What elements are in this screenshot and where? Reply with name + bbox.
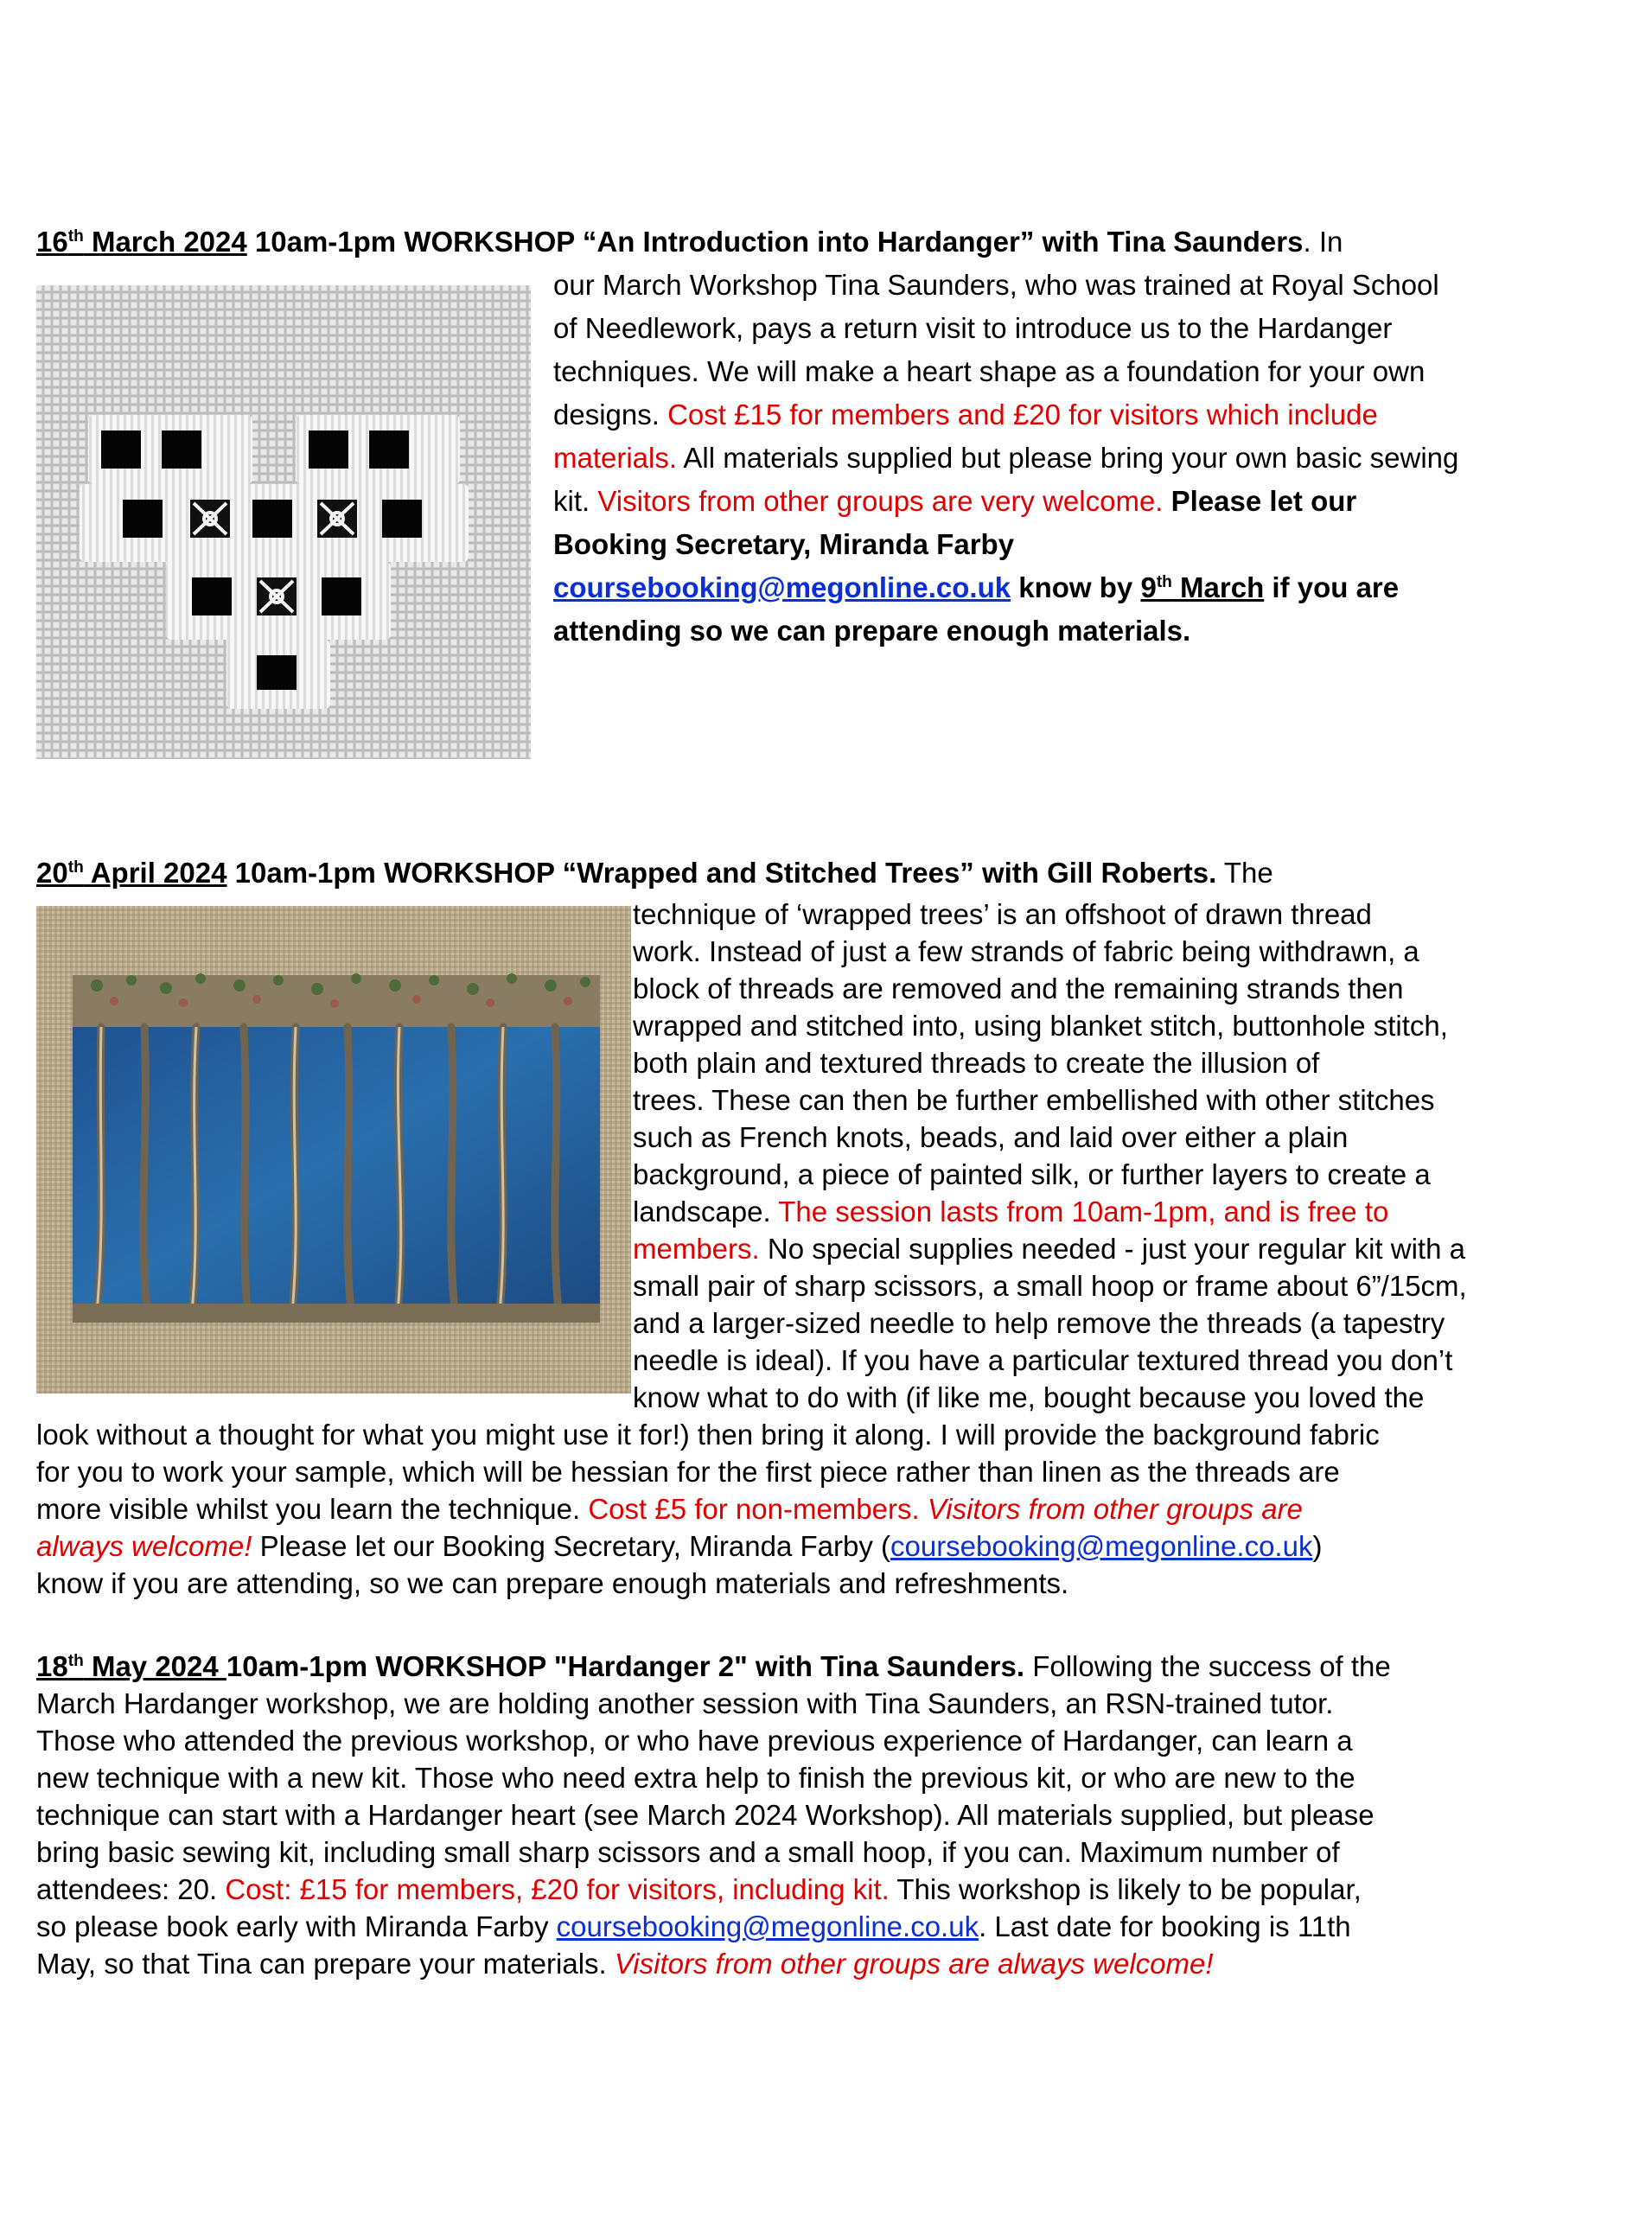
text-line: background, a piece of painted silk, or further layers to create a [633, 1158, 1431, 1190]
text-line: landscape. The session lasts from 10am-1pm, and is free to [633, 1196, 1389, 1228]
workshop-may-title: 10am-1pm WORKSHOP "Hardanger 2" with Tina Saunders. [226, 1650, 1025, 1682]
email-link[interactable]: coursebooking@megonline.co.uk [890, 1530, 1313, 1562]
text-line: March Hardanger workshop, we are holding another session with Tina Saunders, an RSN-trained tutor. [36, 1687, 1334, 1719]
text-line: Those who attended the previous workshop, or who have previous experience of Hardanger, can learn a [36, 1725, 1353, 1757]
text-line: bring basic sewing kit, including small sharp scissors and a small hoop, if you can. Maximum number of [36, 1836, 1340, 1868]
workshop-march-heading: 16th March 2024 10am-1pm WORKSHOP “An Introduction into Hardanger” with Tina Saunders. In [36, 226, 1343, 258]
text-line: designs. Cost £15 for members and £20 for visitors which include [553, 399, 1378, 430]
text-line: technique of ‘wrapped trees’ is an offshoot of drawn thread [633, 898, 1372, 930]
workshop-april-title: 10am-1pm WORKSHOP “Wrapped and Stitched Trees” with Gill Roberts. [226, 857, 1217, 889]
text-line: our March Workshop Tina Saunders, who was trained at Royal School [553, 269, 1439, 301]
text-line: more visible whilst you learn the technique. Cost £5 for non-members. Visitors from other groups are [36, 1493, 1303, 1525]
session-info-text: The session lasts from 10am-1pm, and is free to [778, 1196, 1389, 1228]
text-line: for you to work your sample, which will be hessian for the first piece rather than linen as the threads are [36, 1456, 1340, 1488]
text-line: technique can start with a Hardanger heart (see March 2024 Workshop). All materials supplied, but please [36, 1799, 1375, 1831]
text-line: both plain and textured threads to create the illusion of [633, 1047, 1320, 1079]
text-line: know what to do with (if like me, bought because you loved the [633, 1381, 1425, 1413]
text-line: look without a thought for what you might use it for!) then bring it along. I will provide the background fabric [36, 1419, 1380, 1451]
text-line: May, so that Tina can prepare your materials. Visitors from other groups are always welcome! [36, 1948, 1214, 1980]
workshop-may-date: 18th May 2024 [36, 1650, 226, 1682]
text-line: small pair of sharp scissors, a small hoop or frame about 6”/15cm, [633, 1270, 1467, 1302]
text-line: attendees: 20. Cost: £15 for members, £20 for visitors, including kit. This workshop is likely to be popular, [36, 1873, 1362, 1905]
workshop-april-body-full [36, 1416, 1380, 1602]
workshop-may [36, 1648, 1618, 1982]
text-line: techniques. We will make a heart shape as a foundation for your own [553, 355, 1426, 387]
workshop-march-date: 16th March 2024 [36, 226, 247, 258]
wrapped-trees-illustration [36, 906, 631, 1393]
workshop-march-title: 10am-1pm WORKSHOP “An Introduction into Hardanger” with Tina Saunders [246, 226, 1304, 258]
text-line: so please book early with Miranda Farby coursebooking@megonline.co.uk. Last date for booking is 11th [36, 1910, 1351, 1942]
text-line: know if you are attending, so we can prepare enough materials and refreshments. [36, 1567, 1069, 1599]
text-line: attending so we can prepare enough materials. [553, 615, 1191, 647]
text-line: trees. These can then be further embellished with other stitches [633, 1084, 1435, 1116]
text-line: Booking Secretary, Miranda Farby [553, 528, 1015, 560]
text-line: kit. Visitors from other groups are very welcome. Please let our [553, 485, 1357, 517]
hardanger-heart-image [36, 285, 531, 759]
workshop-april-body [633, 896, 1467, 1416]
text-line: new technique with a new kit. Those who need extra help to finish the previous kit, or who are new to the [36, 1762, 1355, 1794]
workshop-may-heading: 18th May 2024 10am-1pm WORKSHOP "Hardanger 2" with Tina Saunders. Following the success of the [36, 1650, 1391, 1682]
text-line: members. No special supplies needed - just your regular kit with a [633, 1233, 1465, 1265]
text-line: coursebooking@megonline.co.uk know by 9th March if you are [553, 571, 1400, 603]
cost-text: Cost £15 for members and £20 for visitors which include [667, 399, 1378, 430]
email-link[interactable]: coursebooking@megonline.co.uk [553, 571, 1011, 603]
text-line: of Needlework, pays a return visit to introduce us to the Hardanger [553, 312, 1393, 344]
text-line: block of threads are removed and the remaining strands then [633, 973, 1404, 1004]
workshop-march-body [553, 266, 1458, 649]
wrapped-trees-image [36, 906, 631, 1393]
text-line: materials. All materials supplied but please bring your own basic sewing [553, 442, 1459, 474]
text-line: and a larger-sized needle to help remove the threads (a tapestry [633, 1307, 1445, 1339]
text-line: work. Instead of just a few strands of fabric being withdrawn, a [633, 935, 1419, 967]
workshop-april-date: 20th April 2024 [36, 857, 227, 889]
text-line: needle is ideal). If you have a particular textured thread you don’t [633, 1344, 1453, 1376]
cost-text: Cost: £15 for members, £20 for visitors, including kit. [225, 1873, 890, 1905]
email-link[interactable]: coursebooking@megonline.co.uk [556, 1910, 979, 1942]
workshop-april-heading: 20th April 2024 10am-1pm WORKSHOP “Wrapped and Stitched Trees” with Gill Roberts. The [36, 857, 1273, 889]
text-line: wrapped and stitched into, using blanket stitch, buttonhole stitch, [633, 1010, 1448, 1042]
text-line: such as French knots, beads, and laid over either a plain [633, 1121, 1349, 1153]
text-line: always welcome! Please let our Booking Secretary, Miranda Farby (coursebooking@megonline.co.uk) [36, 1530, 1323, 1562]
hardanger-heart-illustration [36, 285, 531, 759]
